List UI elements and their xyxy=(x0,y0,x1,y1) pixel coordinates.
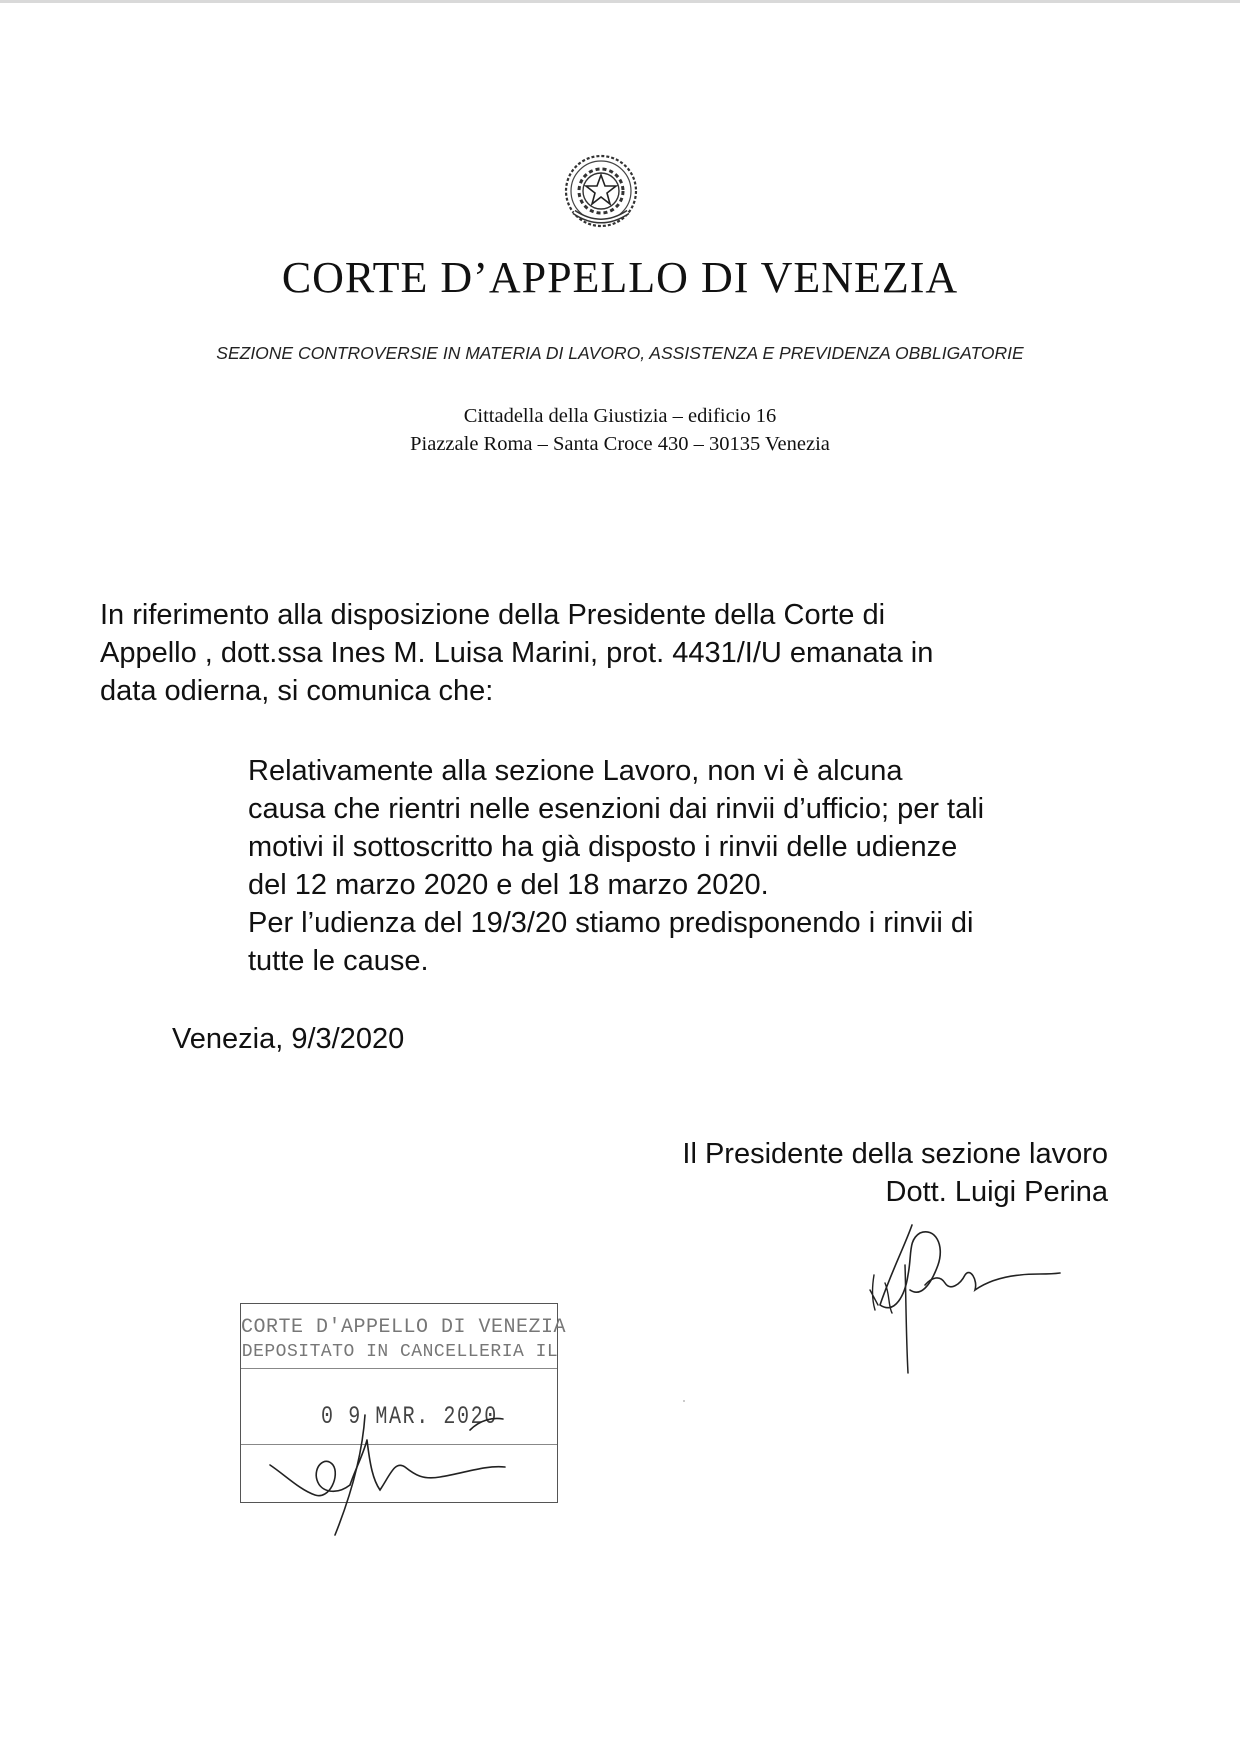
address-line: Cittadella della Giustizia – edificio 16 xyxy=(463,405,777,427)
text-line: Per l’udienza del 19/3/20 stiamo predisponendo i rinvii di xyxy=(248,907,974,939)
italian-republic-emblem-icon xyxy=(560,150,642,232)
intro-paragraph xyxy=(100,596,1120,710)
text-line: In riferimento alla disposizione della Presidente della Corte di xyxy=(100,599,886,631)
handwritten-signature-icon xyxy=(255,1395,535,1540)
court-title: CORTE D’APPELLO DI VENEZIA xyxy=(281,253,959,302)
address-line: Piazzale Roma – Santa Croce 430 – 30135 Venezia xyxy=(410,433,830,455)
text-line: tutte le cause. xyxy=(248,945,429,977)
text-line: Appello , dott.ssa Ines M. Luisa Marini, prot. 4431/I/U emanata in xyxy=(100,637,934,669)
scan-speck xyxy=(683,1400,685,1402)
section-subtitle: SEZIONE CONTROVERSIE IN MATERIA DI LAVORO, ASSISTENZA E PREVIDENZA OBBLIGATORIE xyxy=(216,343,1024,363)
stamp-date: 0 9 MAR. 2020 xyxy=(321,1402,498,1431)
signatory-name: Dott. Luigi Perina xyxy=(885,1176,1108,1208)
text-line: data odierna, si comunica che: xyxy=(100,675,494,707)
text-line: del 12 marzo 2020 e del 18 marzo 2020. xyxy=(248,869,769,901)
stamp-divider xyxy=(241,1368,557,1369)
stamp-court-name: CORTE D'APPELLO DI VENEZIA xyxy=(241,1316,567,1339)
handwritten-signature-icon xyxy=(850,1205,1070,1375)
text-line: motivi il sottoscritto ha già disposto i rinvii delle udienze xyxy=(248,831,958,863)
notice-paragraph xyxy=(248,752,1148,980)
signatory-role: Il Presidente della sezione lavoro xyxy=(682,1138,1108,1170)
court-address xyxy=(0,402,1240,458)
stamp-deposit-label: DEPOSITATO IN CANCELLERIA IL xyxy=(241,1342,559,1362)
place-and-date: Venezia, 9/3/2020 xyxy=(172,1023,405,1055)
scan-edge-rule xyxy=(0,0,1240,3)
text-line: Relativamente alla sezione Lavoro, non vi è alcuna xyxy=(248,755,903,787)
text-line: causa che rientri nelle esenzioni dai rinvii d’ufficio; per tali xyxy=(248,793,985,825)
